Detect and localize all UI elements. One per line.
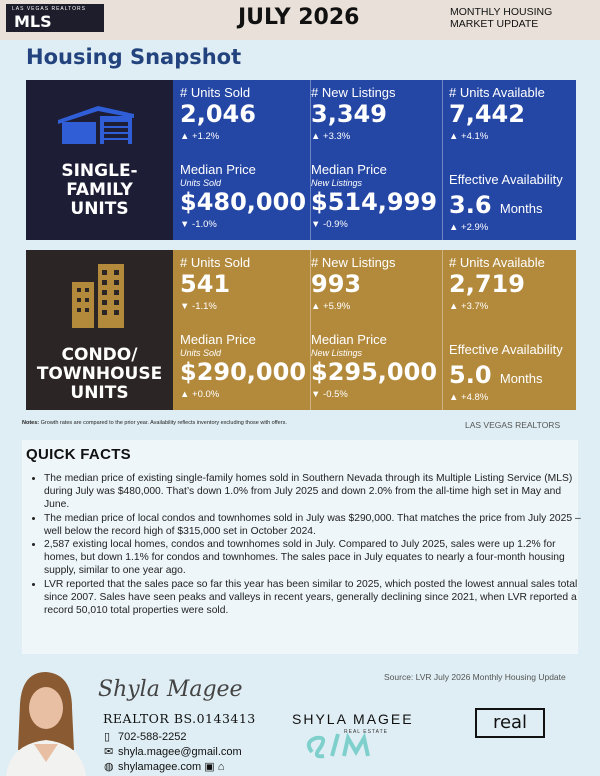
notes-label: Notes: — [22, 420, 40, 426]
snapshot-title: Housing Snapshot — [26, 45, 242, 69]
subtitle-line-2: MARKET UPDATE — [450, 18, 539, 30]
change-value: +3.7% — [461, 301, 489, 312]
logo-small-text: LAS VEGAS REALTORS — [12, 6, 86, 12]
availability-unit: Months — [499, 201, 543, 216]
category-line: UNITS — [70, 199, 129, 219]
change-value: -1.1% — [192, 301, 217, 312]
stat-change — [449, 392, 563, 403]
stat-label: # New Listings — [311, 255, 396, 270]
email-icon: ✉ — [104, 746, 114, 758]
condo-category — [26, 250, 173, 410]
category-line: TOWNHOUSE — [36, 364, 163, 384]
stat-value: 993 — [311, 270, 362, 298]
quick-facts-list — [22, 472, 584, 617]
availability-value: 5.0 — [449, 361, 492, 389]
stat-sublabel: New Listings — [311, 178, 363, 188]
condo-median-listings — [311, 332, 437, 400]
header-bar — [0, 0, 600, 40]
category-line: UNITS — [70, 383, 129, 403]
report-subtitle — [450, 6, 590, 30]
stat-change — [311, 389, 437, 400]
availability-unit: Months — [499, 371, 543, 386]
change-value: +2.9% — [461, 222, 489, 233]
stat-label: Median Price — [180, 332, 256, 347]
column-divider — [442, 250, 443, 410]
arrow-down-icon: ▼ — [180, 301, 190, 312]
email-text: shyla.magee@gmail.com — [118, 746, 242, 758]
condo-units-sold — [180, 255, 250, 312]
phone-icon: ▯ — [104, 731, 111, 743]
stat-change — [311, 131, 396, 142]
arrow-down-icon: ▼ — [311, 389, 321, 400]
website-text: shylamagee.com — [118, 761, 202, 773]
change-value: +1.2% — [192, 131, 220, 142]
change-value: +4.8% — [461, 392, 489, 403]
house-icon — [54, 102, 138, 146]
stat-value: $480,000 — [180, 188, 307, 216]
notes — [22, 420, 287, 426]
condo-new-listings — [311, 255, 396, 312]
arrow-down-icon: ▼ — [311, 219, 321, 230]
list-item: • The median price of local condos and townhomes sold in July was $290,000. That matches the price from July 2025 – well below the record high of $315,000 set in October 2024. — [44, 512, 584, 538]
sf-units-available — [449, 85, 545, 142]
stat-label: Effective Availability — [449, 342, 563, 357]
arrow-up-icon: ▲ — [449, 392, 459, 403]
change-value: -1.0% — [192, 219, 217, 230]
report-month: JULY 2026 — [238, 5, 360, 30]
sf-effective-availability — [449, 172, 563, 233]
agent-phone[interactable] — [104, 730, 187, 743]
stat-value — [449, 361, 563, 389]
category-line: FAMILY — [66, 180, 133, 200]
change-value: +0.0% — [192, 389, 220, 400]
stat-label: # Units Sold — [180, 255, 251, 270]
arrow-down-icon: ▼ — [180, 219, 190, 230]
stat-change — [180, 131, 256, 142]
mls-logo — [6, 4, 104, 32]
agent-license: REALTOR BS.0143413 — [103, 711, 256, 726]
change-value: -0.9% — [323, 219, 348, 230]
availability-value: 3.6 — [449, 191, 492, 219]
globe-icon: ◍ — [104, 761, 114, 773]
single-family-panel — [26, 80, 576, 240]
single-family-label — [26, 162, 173, 219]
agent-email[interactable] — [104, 745, 242, 758]
change-value: -0.5% — [323, 389, 348, 400]
change-value: +3.3% — [323, 131, 351, 142]
sf-new-listings — [311, 85, 396, 142]
stat-label: Effective Availability — [449, 172, 563, 187]
stat-value: 7,442 — [449, 100, 525, 128]
category-line: CONDO/ — [61, 345, 138, 365]
sf-median-listings — [311, 162, 437, 230]
stat-label: # Units Available — [449, 255, 545, 270]
stat-value: 2,046 — [180, 100, 256, 128]
category-line: SINGLE- — [61, 161, 138, 181]
stat-label: # New Listings — [311, 85, 396, 100]
stat-value: $290,000 — [180, 358, 307, 386]
stat-value: $295,000 — [311, 358, 438, 386]
agent-signature: Shyla Magee — [98, 677, 243, 702]
arrow-up-icon: ▲ — [449, 222, 459, 233]
phone-text: 702-588-2252 — [118, 731, 187, 743]
condo-median-sold — [180, 332, 306, 400]
equal-housing-icon: ⌂ — [217, 761, 225, 773]
arrow-up-icon: ▲ — [180, 389, 190, 400]
logo-text: MLS — [14, 12, 52, 31]
stat-change — [449, 301, 545, 312]
notes-text: Growth rates are compared to the prior year. Availability reflects inventory excluding those with offers. — [40, 420, 287, 426]
condo-effective-availability — [449, 342, 563, 403]
stat-label: Median Price — [311, 332, 387, 347]
stat-sublabel: Units Sold — [180, 348, 222, 358]
brand-name: SHYLA MAGEE — [292, 711, 414, 727]
stat-label: # Units Available — [449, 85, 545, 100]
quick-facts-section — [22, 440, 581, 654]
stat-change — [180, 301, 250, 312]
brand-subtitle: REAL ESTATE — [344, 729, 388, 735]
stat-value: 541 — [180, 270, 231, 298]
stat-value: 2,719 — [449, 270, 525, 298]
arrow-up-icon: ▲ — [449, 301, 459, 312]
change-value: +5.9% — [323, 301, 351, 312]
quick-facts-title: QUICK FACTS — [26, 446, 131, 463]
stat-value: 3,349 — [311, 100, 387, 128]
stat-change — [311, 301, 396, 312]
agent-photo — [0, 664, 88, 776]
condo-panel — [26, 250, 576, 410]
list-item: • The median price of existing single-family homes sold in Southern Nevada through its Multiple Listing Service (MLS) during July was $480,000. That’s down 1.0% from July 2025 and down 2.0% from the all-time high set in May and June. — [44, 472, 584, 512]
arrow-up-icon: ▲ — [180, 131, 190, 142]
lvr-label: LAS VEGAS REALTORS — [465, 420, 561, 430]
stat-change — [180, 219, 306, 230]
stat-label: Median Price — [180, 162, 256, 177]
stat-change — [449, 131, 545, 142]
subtitle-line-1: MONTHLY HOUSING — [450, 6, 553, 18]
stat-change — [311, 219, 437, 230]
arrow-up-icon: ▲ — [449, 131, 459, 142]
stat-sublabel: Units Sold — [180, 178, 222, 188]
stat-sublabel: New Listings — [311, 348, 363, 358]
stat-label: Median Price — [311, 162, 387, 177]
building-icon — [68, 262, 132, 328]
list-item: • 2,587 existing local homes, condos and townhomes sold in July. Compared to July 2025, sales were up 1.2% for homes, but down 1.1% for condos and townhomes. The sales pace in July equates to nearly a four-month housing supply, similar to one year ago. — [44, 538, 584, 578]
arrow-up-icon: ▲ — [311, 301, 321, 312]
single-family-category — [26, 80, 173, 240]
condo-label — [26, 346, 173, 403]
stat-change — [180, 389, 306, 400]
stat-change — [449, 222, 563, 233]
brokerage-logo: real — [475, 708, 545, 738]
stat-label: # Units Sold — [180, 85, 251, 100]
list-item: • LVR reported that the sales pace so far this year has been similar to 2025, which posted the lowest annual sales total since 2007. Sales have seen peaks and valleys in recent years, generally declining since 2021, when LVR reported a record 50,010 total properties were sold. — [44, 578, 584, 618]
stat-value — [449, 191, 563, 219]
agent-website[interactable] — [104, 760, 224, 773]
realtor-icon: ▣ — [204, 761, 215, 773]
column-divider — [442, 80, 443, 240]
change-value: +4.1% — [461, 131, 489, 142]
condo-units-available — [449, 255, 545, 312]
stat-value: $514,999 — [311, 188, 438, 216]
sf-median-sold — [180, 162, 306, 230]
arrow-up-icon: ▲ — [311, 131, 321, 142]
source-note: Source: LVR July 2026 Monthly Housing Update — [384, 672, 566, 682]
sf-units-sold — [180, 85, 256, 142]
